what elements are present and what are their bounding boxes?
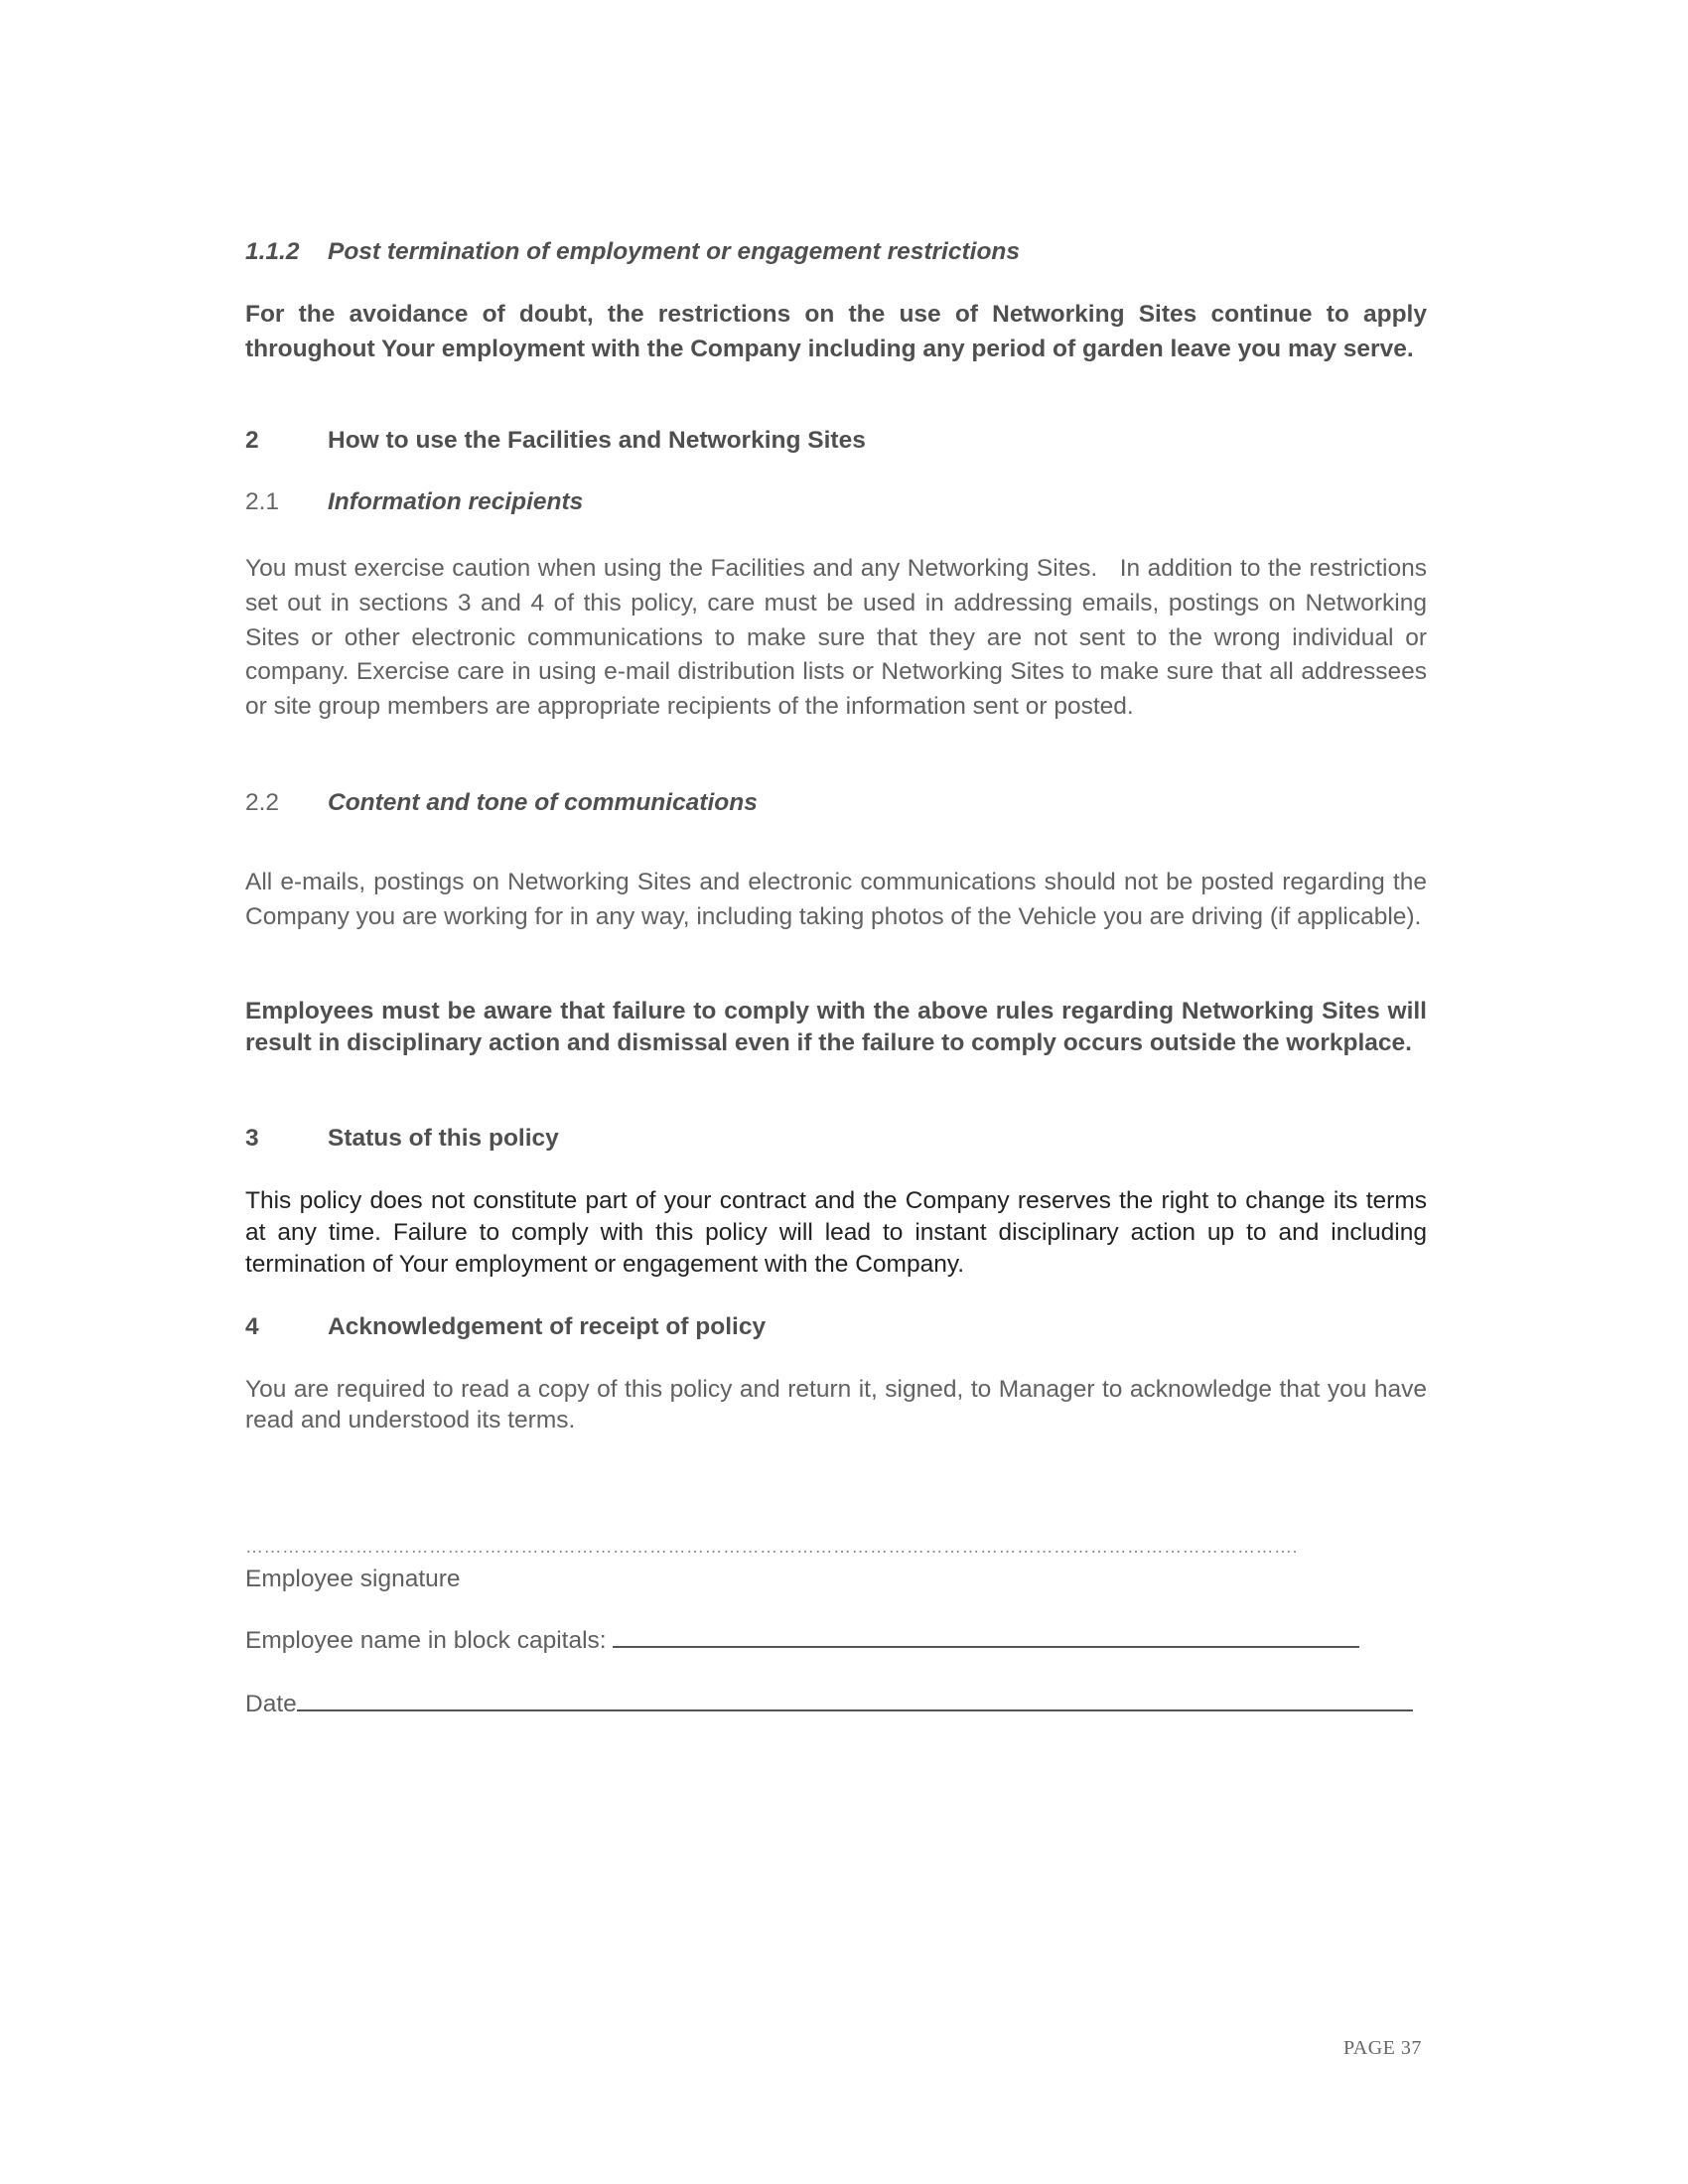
page-number: PAGE 37: [1343, 2037, 1422, 2059]
date-label: Date: [245, 1691, 297, 1717]
content-tone-paragraph: All e-mails, postings on Networking Sites and electronic communications should not be posted regarding the Company you are working for in any way, including taking photos of the Vehicle you are driving (if applicable).: [245, 869, 1427, 930]
section-title: How to use the Facilities and Networking Sites: [328, 427, 866, 454]
information-recipients-paragraph: You must exercise caution when using the Facilities and any Networking Sites. In addition to the restrictions set out in sections 3 and 4 of this policy, care must be used in addressing emails, postings on Networking Sites or other electronic communications to make sure that they are not sent to the wrong individual or company. Exercise care in using e-mail distribution lists or Networking Sites to make sure that all addressees or site group members are appropriate recipients of the information sent or posted.: [245, 555, 1434, 721]
status-policy-paragraph: This policy does not constitute part of your contract and the Company reserves the right to change its terms at any time. Failure to comply with this policy will lead to instant disciplinary action up to and including termination of Your employment or engagement with the Company.: [245, 1187, 1427, 1278]
signature-dotted-line[interactable]: ……………………………………………………………………………………………………………………………………………………….: [245, 1537, 1299, 1557]
section-title: Information recipients: [328, 488, 584, 515]
section-title: Status of this policy: [328, 1125, 559, 1152]
heading-3: [245, 1122, 1427, 1156]
heading-1-1-2: [245, 235, 1427, 269]
section-number: 2.1: [245, 488, 280, 515]
heading-2-1: [245, 485, 1427, 519]
date-field: [245, 1688, 1427, 1721]
heading-4: [245, 1310, 1427, 1344]
section-title: Acknowledgement of receipt of policy: [328, 1313, 767, 1340]
employee-name-field: [245, 1624, 1427, 1658]
garden-leave-paragraph: For the avoidance of doubt, the restrictions on the use of Networking Sites continue to apply throughout Your employment with the Company including any period of garden leave you may serve.: [245, 301, 1427, 362]
section-title: Post termination of employment or engagement restrictions: [328, 238, 1021, 265]
employee-name-label: Employee name in block capitals:: [245, 1627, 614, 1654]
date-input-line[interactable]: [297, 1688, 1413, 1711]
acknowledgement-paragraph: You are required to read a copy of this policy and return it, signed, to Manager to acknowledge that you have read and understood its terms.: [245, 1376, 1427, 1433]
section-title: Content and tone of communications: [328, 789, 758, 816]
disciplinary-warning-paragraph: Employees must be aware that failure to comply with the above rules regarding Networking Sites will result in disciplinary action and dismissal even if the failure to comply occurs outside the workplace.: [245, 998, 1427, 1056]
section-number: 4: [245, 1313, 259, 1340]
section-number: 2: [245, 427, 259, 454]
heading-2-2: [245, 786, 1427, 820]
section-number: 3: [245, 1125, 259, 1152]
section-number: 1.1.2: [245, 238, 300, 265]
employee-name-input-line[interactable]: [613, 1624, 1359, 1648]
heading-2: [245, 424, 1427, 458]
employee-signature-label: Employee signature: [245, 1566, 461, 1592]
section-number: 2.2: [245, 789, 280, 816]
